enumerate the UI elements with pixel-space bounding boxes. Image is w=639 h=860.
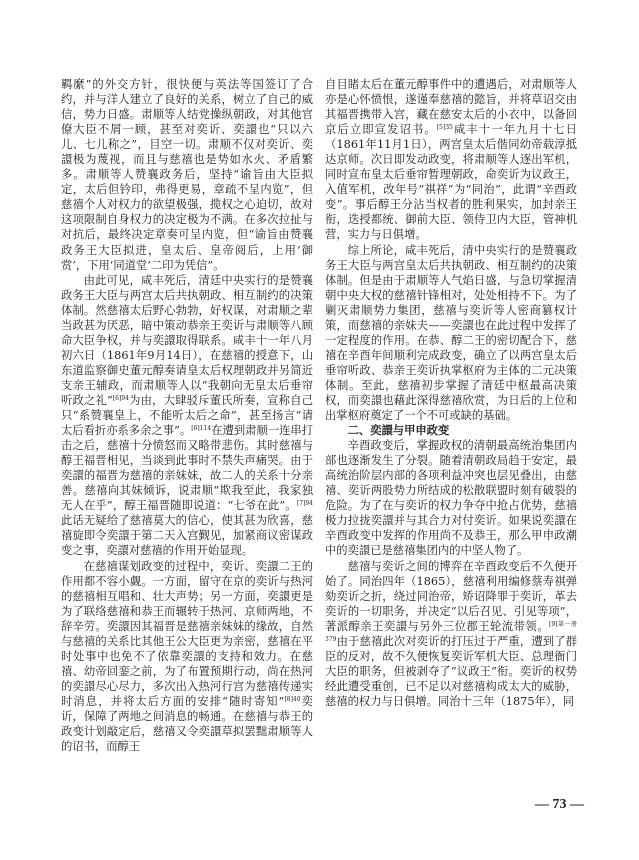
paragraph-text: 由此可见，咸丰死后，清廷中央实行的是赞襄政务王大臣与两宫太后共执朝政、相互制约的决策体制。然慈禧太后野心勃勃，好权谋，对肃顺之辈当政甚为厌恶，暗中策动恭亲王奕䜣与肃顺等八顾命大臣争权，并与奕譞取得联系。咸丰十一年八月初六日（1861年9月14日），在慈禧的授意下，山东道监察御史董元醇奏请皇太后权理朝政并另简近支亲王辅政，而肃顺等人以“我朝向无皇太后垂帘听政之礼” xyxy=(61,273,313,407)
citation-reference: [6]114 xyxy=(191,425,212,433)
paragraph-text: 慈禧与奕䜣之间的博弈在辛酉政变后不久便开始了。同治四年（1865），慈禧利用编修蔡寿祺弹劾奕䜣之折，绕过同治帝，矫诏降罪于奕䜣，革去奕䜣的一切职务，并决定“以后召见、引见等项”，著派醇亲王奕譞与另外三位郡王轮流带领。 xyxy=(325,559,577,633)
citation-reference: [7]94 xyxy=(296,500,313,508)
citation-reference: [8]40 xyxy=(284,695,301,703)
paragraph-text: 为由，大肆驳斥董氏所奏，宣称自己只“系赞襄皇上，不能听太后之命”，甚至扬言“请太后看折亦系多余之事”。 xyxy=(61,393,313,438)
paragraph-text: 由于慈禧此次对奕䜣的打压过于严重，遭到了群臣的反对，故不久便恢复奕䜣军机大臣、总理衙门大臣的职务，但被剥夺了“议政王”衔。奕䜣的权势经此遭受重创，已不足以对慈禧构成太大的威胁，慈禧的权力与日俱增。同治十三年（1875年），同 xyxy=(325,634,577,708)
page-number: — 73 — xyxy=(535,797,584,812)
paragraph-text: 在慈禧谋划政变的过程中，奕䜣、奕譞二王的作用都不容小觑。一方面，留守在京的奕䜣与热河的慈禧相互唱和、壮大声势；另一方面，奕譞更是为了联络慈禧和恭王而辗转于热河、京师两地，不辞辛劳。奕譞因其福晋是慈禧亲妹妹的缘故，自然与慈禧的关系比其他王公大臣更为亲密，慈禧在平时处事中也免不了依靠奕譞的支持和效力。在慈禧、幼帝回銮之前，为了布置预期行动，尚在热河的奕譞尽心尽力，多次出入热河行宫为慈禧传递实时消息，并将太后方面的安排“随时寄知” xyxy=(61,559,313,708)
right-column xyxy=(325,77,577,709)
paragraph xyxy=(325,438,577,558)
left-column xyxy=(61,77,313,754)
citation-reference: [5]35 xyxy=(436,124,453,132)
paragraph xyxy=(61,559,313,755)
paragraph xyxy=(325,243,577,424)
paragraph xyxy=(61,273,313,559)
paragraph-text: 自目睹太后在董元醇事件中的遭遇后，对肃顺等人亦是心怀愤恨，遂谨奉慈禧的懿旨，并将草诏交由其福晋携带入宫，藏在慈安太后的小衣中，以备回京后立即宣发诏书。 xyxy=(325,78,577,137)
paragraph-text: 咸丰十一年九月十七日（1861年11月1日），两宫皇太后偕同幼帝载淳抵达京师。次日即发动政变，将肃顺等人逐出军机，同时宣布皇太后垂帘暂理朝政，命奕䜣为议政王，入值军机，改年号“祺祥”为“同治”，此谓“辛酉政变”。事后醇王分沾当权者的胜利果实，加封亲王衔，迭授都统、御前大臣、领侍卫内大臣，管神机营，实力与日俱增。 xyxy=(325,123,577,242)
paragraph-text: 辛酉政变后，掌握政权的清朝最高统治集团内部也逐渐发生了分裂。随着清朝政局趋于安定，最高统治阶层内部的各项利益冲突也层见叠出，由慈禧、奕䜣两股势力所结成的松散联盟时刻有破裂的危险。为了在与奕䜣的权力争夺中抢占优势，慈禧极力拉拢奕譞并与其合力对付奕䜣。如果说奕譞在辛酉政变中发挥的作用尚不及恭王，那么甲申政潮中的奕譞已是慈禧集团内的中坚人物了。 xyxy=(325,439,577,558)
paragraph-text: 在遭到肃顺一连串打击之后，慈禧十分愤怒而又略带悲伤。其时慈禧与醇王福晋相见，当谈到此事时不禁失声痛哭。由于奕譞的福晋为慈禧的亲妹妹，故二人的关系十分亲善。慈禧向其妹倾诉，说肃顺“欺我至此，我家独无人在乎”，醇王福晋随即说道：“七爷在此”。 xyxy=(61,424,313,513)
citation-reference: [6]94 xyxy=(112,394,129,402)
paragraph-text: 奕䜣，保障了两地之间消息的畅通。在慈禧与恭王的政变计划敲定后，慈禧又令奕譞草拟罢黜肃顺等人的诏书，而醇王 xyxy=(61,694,313,754)
citation-reference: [9]第一册379 xyxy=(325,620,577,643)
section-heading: 二、奕譞与甲申政变 xyxy=(347,424,450,438)
paragraph xyxy=(325,559,577,709)
paragraph-text: 此话无疑给了慈禧莫大的信心，使其甚为欣喜，慈禧旋即令奕譞于第二天入宫觐见，加紧商议密谋政变之事，奕譞对慈禧的作用开始显现。 xyxy=(61,514,313,558)
paragraph xyxy=(61,77,313,273)
paragraph-text: 综上所论，咸丰死后，清中央实行的是赞襄政务王大臣与两宫皇太后共执朝政、相互制约的决策体制。但是由于肃顺等人气焰日盛，与急切掌握清朝中央大权的慈禧针锋相对，处处相持不下。为了剿灭肃顺势力集团，慈禧与奕䜣等人密商篡权计策，而慈禧的亲妹夫——奕譞也在此过程中发挥了一定程度的作用。在恭、醇二王的密切配合下，慈禧在辛酉年间顺利完成政变，确立了以两宫皇太后垂帘听政、恭亲王奕䜣执掌枢府为主体的二元决策体制。至此，慈禧初步掌握了清廷中枢最高决策权，而奕譞也藉此深得慈禧欣赏，为日后的上位和出掌枢府奠定了一个不可或缺的基础。 xyxy=(325,243,577,423)
paragraph-text: 羁縻”的外交方针，很快便与英法等国签订了合约，并与洋人建立了良好的关系，树立了自己的威信，势力日盛。肃顺等人结党操纵朝政，对其他官僚大臣不屑一顾，甚至对奕䜣、奕譞也“只以六儿、七儿称之”，目空一切。肃顺不仅对奕䜣、奕譞极为蔑视，而且与慈禧也是势如水火、矛盾繁多。肃顺等人赞襄政务后，坚持“谕旨由大臣拟定，太后但钤印，弗得更易，章疏不呈内览”，但慈禧个人对权力的欲望极强，揽权之心迫切，故对这项限制自身权力的决定极为不满。在多次拉扯与对抗后，最终决定章奏可呈内览，但“谕旨由赞襄政务王大臣拟进，皇太后、皇帝阅后，上用‘御赏’，下用‘同道堂’二印为凭信”。 xyxy=(61,78,313,272)
paragraph xyxy=(325,77,577,243)
